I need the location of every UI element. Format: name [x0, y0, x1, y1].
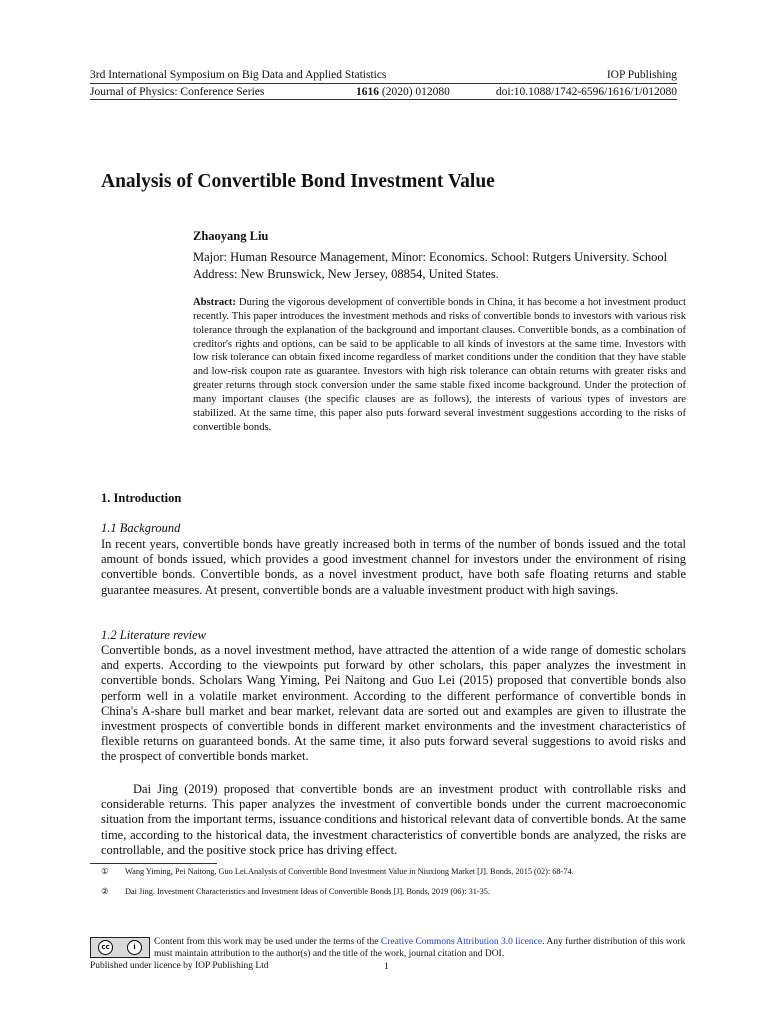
author-name: Zhaoyang Liu — [193, 229, 269, 243]
journal-series: Journal of Physics: Conference Series — [90, 86, 265, 98]
subsection-heading-literature: 1.2 Literature review — [101, 628, 206, 642]
published-under-licence: Published under licence by IOP Publishing Ltd — [90, 961, 269, 971]
header-rule — [90, 83, 677, 84]
footnote-text: Dai Jing. Investment Characteristics and Investment Ideas of Convertible Bonds [J]. Bonds, 2019 (06): 31-35. — [125, 887, 490, 896]
license-text-post: . Any further distribution of this work must maintain attribution to the author(s) and the title of the work, journal citation and DOI. — [154, 937, 686, 959]
cc-by-license-badge[interactable] — [90, 937, 150, 958]
header-rule-bottom — [90, 99, 677, 100]
background-paragraph: In recent years, convertible bonds have greatly increased both in terms of the number of bonds issued and the total amount of bonds issued, which provides a good investment channel for investors under the environment of rising convertible bonds. Convertible bonds, as a novel investment product, have both safe floating returns and stable guarantee measures. At present, convertible bonds are a valuable investment product with high savings. — [101, 537, 686, 597]
license-link[interactable]: Creative Commons Attribution 3.0 licence — [380, 937, 543, 947]
attribution-person-icon: i — [127, 940, 142, 955]
volume-info — [356, 85, 450, 99]
issue-info: (2020) 012080 — [381, 86, 450, 98]
footnote-text: Wang Yiming, Pei Naitong, Guo Lei.Analysis of Convertible Bond Investment Value in Niuxiong Market [J]. Bonds, 2015 (02): 68-74. — [125, 867, 574, 876]
paper-title: Analysis of Convertible Bond Investment Value — [101, 171, 495, 192]
volume-number: 1616 — [356, 86, 379, 98]
subsection-heading-background: 1.1 Background — [101, 521, 181, 535]
license-text-pre: Content from this work may be used under the terms of the — [154, 937, 381, 947]
creative-commons-icon: cc — [98, 940, 113, 955]
publisher-name: IOP Publishing — [606, 69, 677, 81]
footnote-number: ② — [101, 887, 109, 896]
footnote-rule — [90, 863, 217, 864]
literature-paragraph-2: Dai Jing (2019) proposed that convertible bonds are an investment product with controllable risks and considerable returns. This paper analyzes the investment of convertible bonds under the current macroeconomic situation from the important terms, issuance conditions and historical relevant data of convertible bonds. At the same time, according to the historical data, the investment characteristics of convertible bonds are analyzed, the risks are controllable, and the positive stock price has driving effect. — [101, 782, 686, 857]
author-affiliation: Major: Human Resource Management, Minor: Economics. School: Rutgers University. School Address: New Brunswick, New Jersey, 08854, United States. — [193, 250, 668, 281]
literature-paragraph-1: Convertible bonds, as a novel investment method, have attracted the attention of a wide range of domestic scholars and experts. According to the viewpoints put forward by other scholars, this paper analyzes the investment in convertible bonds. Scholars Wang Yiming, Pei Naitong and Guo Lei (2015) proposed that convertible bonds also perform well in a volatile market environment. According to the different performance of convertible bonds in China's A-share bull market and bear market, relevant data are sorted out and examples are given to illustrate the investment prospects of convertible bonds in different market environments and the investment characteristics of flexible returns on guaranteed bonds. At the same time, it also puts forward several suggestions to avoid risks and the prospect of convertible bonds market. — [101, 643, 686, 764]
conference-name: 3rd International Symposium on Big Data and Applied Statistics — [90, 69, 387, 81]
abstract-label: Abstract: — [193, 297, 236, 308]
footnote-2 — [101, 887, 571, 897]
page-number: 1 — [384, 962, 389, 972]
footnote-1 — [101, 867, 574, 887]
section-heading-introduction: 1. Introduction — [101, 491, 182, 505]
abstract-text: During the vigorous development of convertible bonds in China, it has become a hot investment product recently. This paper introduces the investment methods and risks of convertible bonds to investors with various risk tolerance through the explanation of the background and important clauses. Convertible bonds, as a combination of creditor's rights and options, can be said to be applicable to all kinds of investors at the same time. Investors with low risk tolerance can obtain fixed income regardless of market conditions under the condition that they have stable and low-risk coupon rate as guarantee. Investors with high risk tolerance can obtain returns with greater risks and greater returns through stock conversion under the same stable fixed income background. Under the protection of many important clauses (the specific clauses are as follows), the interests of various types of investors are stabilized. At the same time, this paper also puts forward several investment suggestions according to the risks of convertible bonds. — [193, 297, 686, 433]
license-notice — [154, 937, 694, 960]
footnote-number: ① — [101, 867, 109, 876]
doi[interactable]: doi:10.1088/1742-6596/1616/1/012080 — [495, 86, 677, 98]
abstract — [193, 296, 686, 434]
